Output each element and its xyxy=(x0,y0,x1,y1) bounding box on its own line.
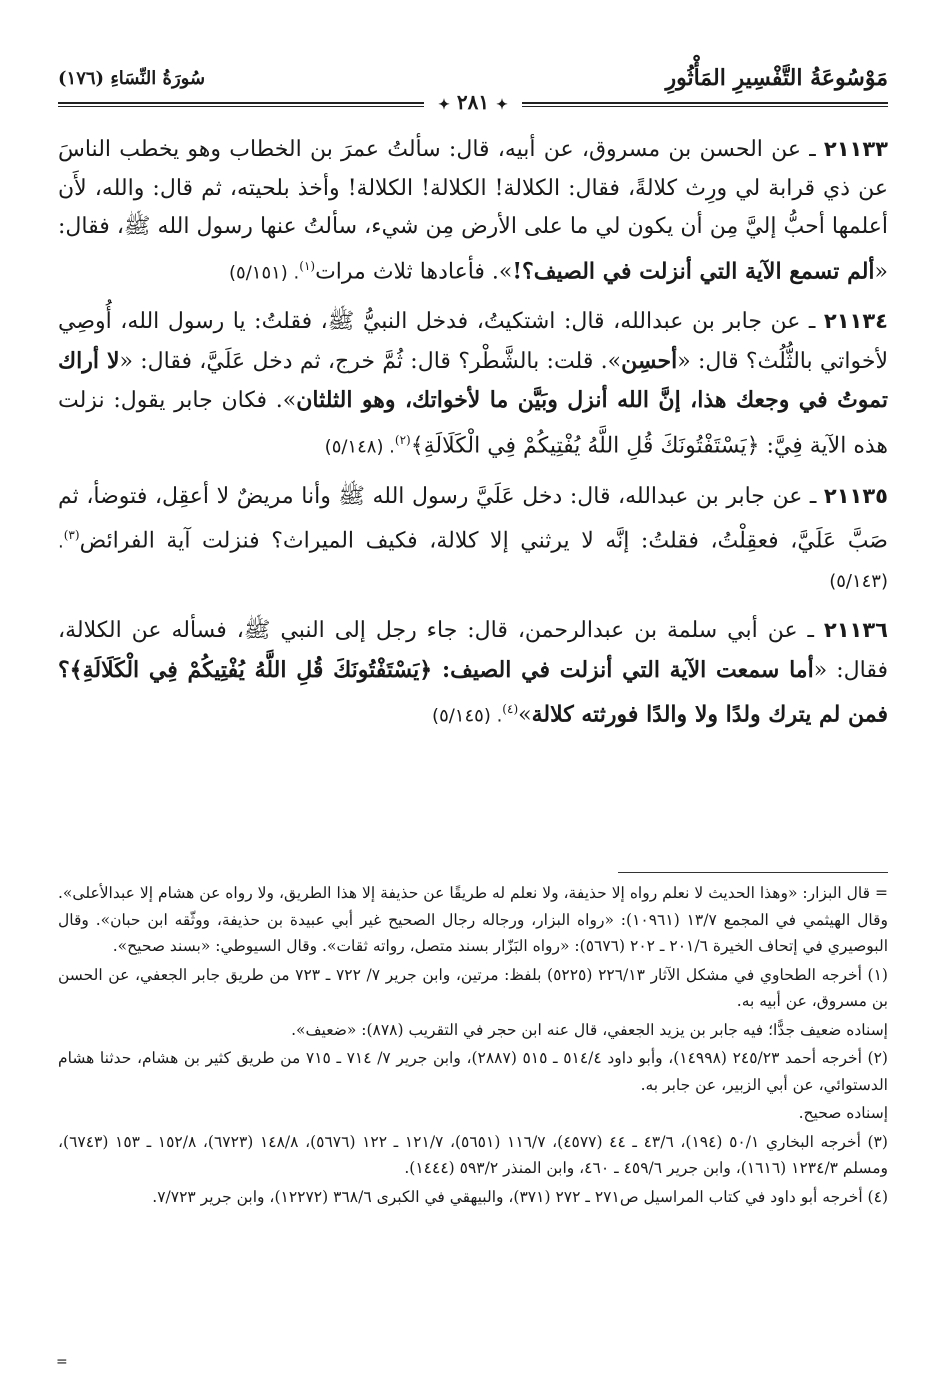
source-ref: . (٥/١٤٣) xyxy=(58,531,888,592)
footnote: = قال البزار: «وهذا الحديث لا نعلم رواه إلا حذيفة، ولا نعلم له طريقًا عن حذيفة إلا هذا الطريق، ولا رواه عن هشام إلا عبدالأعلى». وقال الهيثمي في المجمع ١٣/٧ (١٠٩٦١): «رواه البزار، ورجاله رجال الصحيح غير أبي عبيدة بن حذيفة، ووثّقه ابن حبان». وقال البوصيري في إتحاف الخيرة ٢٠١/٦ ـ ٢٠٢ (٥٦٧٦): «رواه البَزّار بسند متصل، رواته ثقات». وقال السيوطي: «بسند صحيح». xyxy=(58,884,888,955)
footnote-ref: (٤) xyxy=(502,702,519,717)
source-ref: . (٥/١٤٨) xyxy=(324,436,395,458)
continuation-mark: = xyxy=(56,1354,68,1370)
entry-number: ٢١١٣٦ xyxy=(823,618,888,643)
footnote-ref: (٣) xyxy=(63,528,80,543)
footnote: (٢) أخرجه أحمد ٢٤٥/٢٣ (١٤٩٩٨)، وأبو داود ٥١٤/٤ ـ ٥١٥ (٢٨٨٧)، وابن جرير ٧/ ٧١٤ ـ ٧١٥ من طريق كثير بن هشام، حدثنا هشام الدستوائي، عن أبي الزبير، عن جابر به. xyxy=(58,1049,888,1094)
entry: ٢١١٣٥ ـ عن جابر بن عبدالله، قال: دخل عَلَيَّ رسول الله ﷺ وأنا مريضٌ لا أعقِل، فتوضأ، ثم صَبَّ عَلَيَّ، فعقِلْتُ، فقلتُ: إنَّه لا يرثني إلا كلالة، فكيف الميراث؟ فنزلت آية الفرائض$^{(٣)}$. (٥/١٤٣) xyxy=(58,483,888,592)
footnote: إسناده ضعيف جدًّا؛ فيه جابر بن يزيد الجعفي، قال عنه ابن حجر في التقريب (٨٧٨): «ضعيف». xyxy=(291,1020,888,1039)
footnote: (٤) أخرجه أبو داود في كتاب المراسيل ص٢٧١ ـ ٢٧٢ (٣٧١)، والبيهقي في الكبرى ٣٦٨/٦ (١٢٢٧٢)، وابن جرير ٧/٧٢٣. xyxy=(152,1187,888,1206)
book-page xyxy=(56,40,889,1370)
page-number: ٢٨١ xyxy=(456,90,490,114)
ornament-icon: ✦ xyxy=(496,97,508,113)
entry-number: ٢١١٣٤ xyxy=(823,309,888,334)
entry: ٢١١٣٣ ـ عن الحسن بن مسروق، عن أبيه، قال: سألتُ عمرَ بن الخطاب وهو يخطب الناسَ عن ذي قرابة لي ورِث كلالةً، فقال: الكلالة! الكلالة! الكلالة! وأخذ بلحيته، ثم قال: والله، لأَن أعلمها أحبُّ إليَّ مِن أن يكون لي ما على الأرض مِن شيء، سألتُ عنها رسول الله ﷺ، فقال: «ألم تسمع الآية التي أنزلت في الصيف؟!». فأعادها ثلاث مرات$^{(١)}$. (٥/١٥١) xyxy=(58,137,888,284)
footnote: (١) أخرجه الطحاوي في مشكل الآثار ٢٢٦/١٣ (٥٢٢٥) بلفظ: مرتين، وابن جرير ٧/ ٧٢٢ ـ ٧٢٣ من طريق جابر الجعفي، عن الحسن بن مسروق، عن أبيه به. xyxy=(58,965,888,1010)
footnote: إسناده صحيح. xyxy=(798,1104,888,1122)
footnote-ref: (٢) xyxy=(394,432,411,447)
source-ref: . (٥/١٥١) xyxy=(229,261,300,283)
ornament-icon: ✦ xyxy=(438,97,450,113)
running-title: مَوْسُوعَةُ التَّفْسِيرِ المَأْثُورِ xyxy=(665,65,888,91)
footnote-separator xyxy=(618,872,888,873)
footnote-ref: (١) xyxy=(299,258,316,273)
entry-number: ٢١١٣٥ xyxy=(823,483,888,508)
entry: ٢١١٣٤ ـ عن جابر بن عبدالله، قال: اشتكيتُ، فدخل النبيُّ ﷺ، فقلتُ: يا رسول الله، أُوصِي لأخواتي بالثُّلُث؟ قال: «أحسِن». قلت: بالشَّطْر؟ قال: ثُمَّ خرج، ثم دخل عَلَيَّ، فقال: «لا أراك تموتُ في وجعك هذا، إنَّ الله أنزل وبَيَّن ما لأخواتك، وهو الثلثان». فكان جابر يقول: نزلت هذه الآية فِيَّ: ﴿يَسْتَفْتُونَكَ قُلِ اللَّهُ يُفْتِيكُمْ فِي الْكَلَالَةِ﴾$^{(٢)}$. (٥/١٤٨) xyxy=(58,309,889,459)
page-number-block xyxy=(58,90,888,114)
source-ref: . (٥/١٤٥) xyxy=(432,705,503,727)
main-text xyxy=(58,130,888,746)
entry: ٢١١٣٦ ـ عن أبي سلمة بن عبدالرحمن، قال: جاء رجل إلى النبي ﷺ، فسأله عن الكلالة، فقال: «أما سمعت الآية التي أنزلت في الصيف: ﴿يَسْتَفْتُونَكَ قُلِ اللَّهُ يُفْتِيكُمْ فِي الْكَلَالَةِ﴾؟ فمن لم يترك ولدًا ولا والدًا فورثته كلالة»$^{(٤)}$. (٥/١٤٥) xyxy=(58,618,889,728)
surah-reference: سُورَةُ النِّسَاءِ (١٧٦) xyxy=(58,67,206,89)
footnote: (٣) أخرجه البخاري ٥٠/١ (١٩٤)، ٤٣/٦ ـ ٤٤ (٤٥٧٧)، ١١٦/٧ (٥٦٥١)، ١٢١/٧ ـ ١٢٢ (٥٦٧٦)، ١٤٨/٨ (٦٧٢٣)، ١٥٢/٨ ـ ١٥٣ (٦٧٤٣)، ومسلم ١٢٣٤/٣ (١٦١٦)، وابن جرير ٤٥٩/٦ ـ ٤٦٠، وابن المنذر ٥٩٣/٢ (١٤٤٤). xyxy=(58,1132,888,1177)
entry-number: ٢١١٣٣ xyxy=(823,137,888,161)
footnotes xyxy=(58,880,888,1212)
